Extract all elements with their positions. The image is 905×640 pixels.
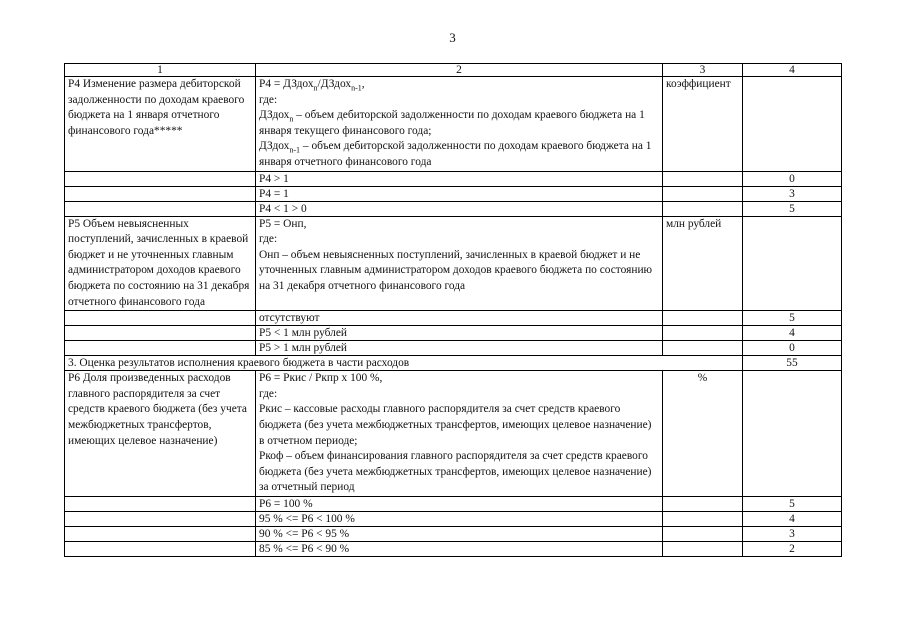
condition: Р4 < 1 > 0 <box>256 201 663 216</box>
column-header: 1 <box>65 64 256 77</box>
indicator-score <box>743 77 842 172</box>
table-row <box>65 496 842 511</box>
condition: Р4 = 1 <box>256 186 663 201</box>
score: 5 <box>743 311 842 326</box>
table-header-row <box>65 64 842 77</box>
table-row <box>65 171 842 186</box>
table-row <box>65 326 842 341</box>
table-row <box>65 371 842 497</box>
score: 0 <box>743 341 842 356</box>
table-row <box>65 216 842 311</box>
table-row <box>65 526 842 541</box>
indicator-score <box>743 371 842 497</box>
score: 5 <box>743 201 842 216</box>
score: 3 <box>743 526 842 541</box>
condition: Р4 > 1 <box>256 171 663 186</box>
table-row <box>65 186 842 201</box>
condition: 85 % <= Р6 < 90 % <box>256 541 663 556</box>
score: 5 <box>743 496 842 511</box>
column-header: 3 <box>663 64 743 77</box>
condition: Р5 > 1 млн рублей <box>256 341 663 356</box>
section-row <box>65 356 842 371</box>
indicator-formula: Р6 = Ркис / Ркпр х 100 %, где: Ркис – кассовые расходы главного распорядителя за счет средств краевого бюджета (без учета межбюджетных трансфертов, имеющих целевое назначение) в отчетном периоде; Ркоф – объем финансирования главного распорядителя за счет средств краевого бюджета (без учета межбюджетных трансфертов, имеющих целевое назначение) за отчетный период <box>256 371 663 497</box>
section-score: 55 <box>743 356 842 371</box>
indicator-unit: % <box>663 371 743 497</box>
indicator-name: Р4 Изменение размера дебиторской задолженности по доходам краевого бюджета на 1 января отчетного финансового года***** <box>65 77 256 172</box>
condition: Р5 < 1 млн рублей <box>256 326 663 341</box>
score: 0 <box>743 171 842 186</box>
page-number: 3 <box>449 30 456 45</box>
indicator-score <box>743 216 842 311</box>
score: 3 <box>743 186 842 201</box>
indicator-name: Р6 Доля произведенных расходов главного распорядителя за счет средств краевого бюджета (без учета межбюджетных трансфертов, имеющих целевое назначение) <box>65 371 256 497</box>
column-header: 4 <box>743 64 842 77</box>
indicator-formula: Р5 = Онп, где: Онп – объем невыясненных поступлений, зачисленных в краевой бюджет и не уточненных главным администратором доходов краевого бюджета по состоянию на 31 декабря отчетного финансового года <box>256 216 663 311</box>
indicator-name: Р5 Объем невыясненных поступлений, зачисленных в краевой бюджет и не уточненных главным администратором доходов краевого бюджета по состоянию на 31 декабря отчетного финансового года <box>65 216 256 311</box>
section-title: 3. Оценка результатов исполнения краевого бюджета в части расходов <box>65 356 743 371</box>
condition: Р6 = 100 % <box>256 496 663 511</box>
table-row <box>65 541 842 556</box>
indicator-unit: млн рублей <box>663 216 743 311</box>
indicator-formula: Р4 = ДЗдох$_n$/ДЗдох$_{n-1}$, где: ДЗдох$_n$ – объем дебиторской задолженности по доходам краевого бюджета на 1 января текущего финансового года; ДЗдох$_{n-1}$ – объем дебиторской задолженности по доходам краевого бюджета на 1 января отчетного финансового года <box>256 77 663 172</box>
score: 4 <box>743 326 842 341</box>
table-row <box>65 311 842 326</box>
score: 4 <box>743 511 842 526</box>
condition: 90 % <= Р6 < 95 % <box>256 526 663 541</box>
condition: 95 % <= Р6 < 100 % <box>256 511 663 526</box>
table-row <box>65 511 842 526</box>
table-row <box>65 201 842 216</box>
column-header: 2 <box>256 64 663 77</box>
indicator-unit: коэффициент <box>663 77 743 172</box>
score: 2 <box>743 541 842 556</box>
indicators-table <box>64 63 842 557</box>
table-row <box>65 77 842 172</box>
condition: отсутствуют <box>256 311 663 326</box>
table-row <box>65 341 842 356</box>
